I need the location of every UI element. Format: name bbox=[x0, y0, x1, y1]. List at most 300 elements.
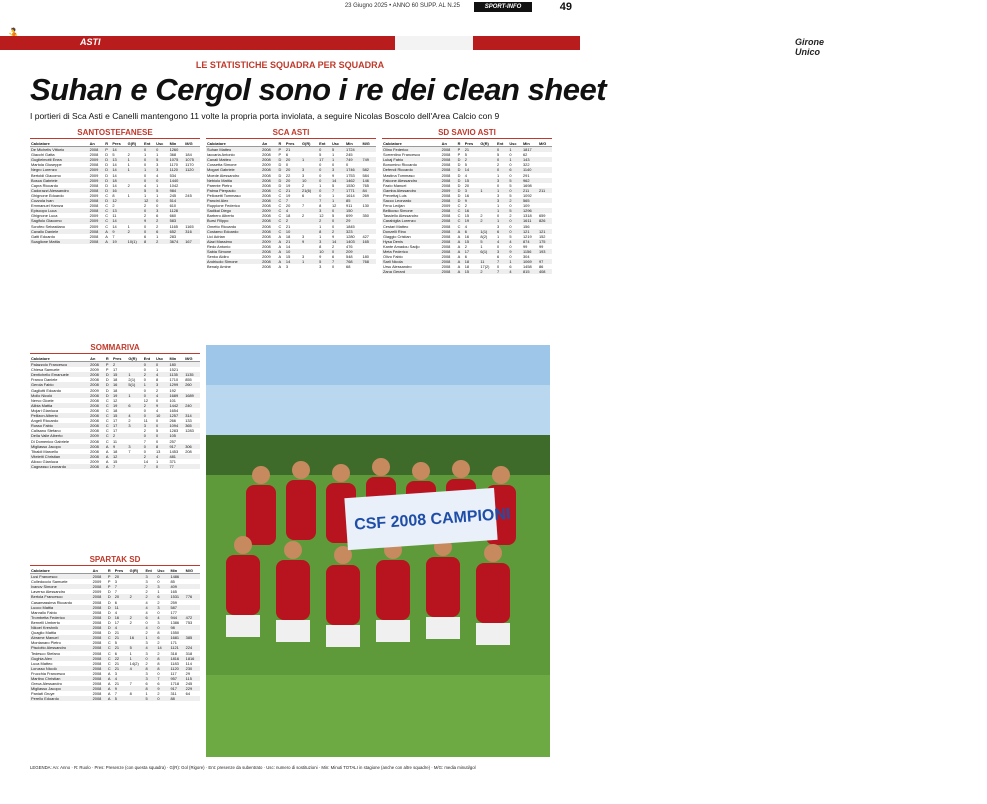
table-row bbox=[30, 645, 200, 650]
table-cell: 64 bbox=[185, 691, 190, 697]
section-label: ASTI bbox=[80, 37, 101, 47]
table-cell: 21 bbox=[285, 223, 291, 229]
table-cell: 1 bbox=[129, 656, 145, 661]
table-cell: D bbox=[105, 377, 109, 383]
table-cell: 2008 bbox=[262, 152, 271, 158]
table-cell: C bbox=[105, 407, 109, 413]
table-cell: 8 bbox=[155, 377, 159, 383]
table-cell: 0 bbox=[319, 192, 322, 198]
table-cell: 0 bbox=[143, 387, 146, 393]
table-cell: 1 bbox=[129, 650, 132, 656]
table-cell: 3 bbox=[155, 382, 168, 387]
table-cell: 514 bbox=[169, 198, 185, 203]
table-cell: 4 bbox=[156, 615, 169, 620]
table-cell: 610 bbox=[169, 203, 177, 209]
table-cell: 121 bbox=[522, 229, 538, 234]
table-cell: 245 bbox=[169, 192, 177, 198]
table-cell: 0 bbox=[156, 696, 169, 701]
table-cell: Redo Antonio bbox=[207, 243, 231, 249]
column-header: Usc bbox=[156, 568, 169, 574]
table-cell: 10 bbox=[285, 249, 301, 254]
table-cell: 2008 bbox=[441, 233, 451, 239]
table-title: SANTOSTEFANESE bbox=[30, 128, 200, 139]
table-cell: 1069 bbox=[522, 259, 538, 264]
table-cell: 1710 bbox=[169, 377, 179, 383]
table-cell: 314 bbox=[184, 413, 200, 418]
table-cell: 4 bbox=[155, 454, 168, 459]
table-cell: 8 bbox=[145, 666, 157, 671]
table-cell: 14 bbox=[111, 167, 126, 172]
table-cell: Senko Aldiro bbox=[207, 254, 229, 260]
table-cell: 152 bbox=[538, 233, 546, 239]
table-cell: 143 bbox=[522, 157, 538, 162]
table-cell: 4 bbox=[145, 609, 148, 615]
table-row bbox=[30, 178, 200, 183]
table-cell: 29 bbox=[345, 218, 361, 223]
table-cell: 2 bbox=[508, 198, 522, 203]
table-cell: Fenu Ledjan bbox=[383, 203, 405, 209]
table-row bbox=[30, 239, 200, 244]
table-cell: Pellizon Alberto bbox=[30, 413, 89, 418]
table-cell: 0 bbox=[155, 362, 168, 368]
table-cell: Nebiolo Mattia bbox=[206, 178, 261, 183]
table-cell: D bbox=[107, 609, 111, 615]
table-cell: A bbox=[107, 681, 111, 687]
table-cell: A bbox=[457, 233, 461, 239]
table-cell: 7 bbox=[114, 584, 129, 589]
table-cell: Greca Alessandro bbox=[31, 681, 62, 687]
table-cell: 0 bbox=[145, 619, 148, 625]
table-cell: 1296 bbox=[522, 208, 538, 213]
table-cell: C bbox=[457, 213, 461, 219]
table-cell: 350 bbox=[362, 213, 369, 219]
table-cell: 15 bbox=[112, 372, 127, 377]
table-cell: 21 bbox=[114, 645, 129, 650]
table-cell: 6 bbox=[145, 615, 157, 620]
table-cell: 3 bbox=[318, 208, 331, 213]
table-cell: 0 bbox=[155, 438, 159, 444]
table-cell: 1120 bbox=[169, 666, 184, 671]
table-cell: 7 bbox=[112, 464, 127, 469]
table-cell: 2009 bbox=[90, 367, 99, 373]
table-title: SCA ASTI bbox=[206, 128, 376, 139]
table-cell: 2008 bbox=[262, 264, 271, 270]
table-cell: Luca Matteo bbox=[31, 660, 53, 666]
table-cell: 385 bbox=[185, 635, 200, 640]
table-cell: 2008 bbox=[92, 630, 102, 636]
table-cell: 245 bbox=[346, 152, 353, 158]
table-cell: 2 bbox=[155, 218, 168, 223]
table-cell: 2 bbox=[157, 691, 160, 697]
table-row bbox=[30, 439, 200, 444]
table-row bbox=[30, 224, 200, 229]
table-cell: C bbox=[107, 650, 111, 656]
table-cell: 16 bbox=[114, 615, 129, 620]
table-cell: 7 bbox=[285, 198, 301, 203]
table-cell: 6 bbox=[302, 192, 305, 198]
column-header: R bbox=[104, 141, 111, 147]
table-cell: 2008 bbox=[441, 249, 457, 254]
table-row bbox=[30, 651, 200, 656]
table-cell: D bbox=[457, 162, 461, 168]
table-cell: 2009 bbox=[90, 458, 99, 464]
table-row bbox=[30, 173, 200, 178]
table-cell: 193 bbox=[538, 249, 552, 254]
table-cell: 21 bbox=[114, 630, 120, 636]
table-cell: 14(2) bbox=[129, 660, 139, 666]
table-cell: 266 bbox=[169, 418, 176, 424]
table-cell: 1 bbox=[127, 162, 130, 168]
table-cell: 16 bbox=[464, 192, 470, 198]
table-cell: Sadikai Diego bbox=[206, 208, 261, 213]
table-cell: 0 bbox=[509, 243, 512, 249]
table-cell: 14 bbox=[112, 162, 117, 168]
table-cell: Russo Fabio bbox=[30, 423, 89, 428]
table-cell: 1 bbox=[127, 372, 142, 377]
table-cell: 0 bbox=[509, 162, 512, 168]
table-cell: C bbox=[278, 192, 282, 198]
table-cell: Lucco Mattia bbox=[30, 605, 92, 610]
table-cell: 2(1) bbox=[128, 377, 136, 383]
table-cell: 15 bbox=[464, 269, 480, 274]
table-cell: A bbox=[457, 229, 464, 234]
table-cell: 2008 bbox=[441, 269, 457, 274]
table-cell: 768 bbox=[361, 259, 376, 264]
table-cell: 2008 bbox=[262, 243, 271, 249]
table-cell: 2 bbox=[145, 660, 148, 666]
column-header: An bbox=[261, 141, 277, 147]
table-cell: 0 bbox=[155, 464, 168, 469]
table-cell: Costamo Edoardo bbox=[206, 229, 261, 234]
table-cell: Gagliotti Edoardo bbox=[31, 387, 62, 393]
table-cell: 14 bbox=[112, 182, 117, 188]
table-cell: 17 bbox=[112, 423, 127, 428]
table-cell: 13 bbox=[155, 448, 161, 454]
table-cell: Benaly Amine bbox=[207, 264, 231, 270]
column-header: An bbox=[89, 356, 105, 362]
table-cell: 584 bbox=[362, 172, 369, 178]
table-cell: 371 bbox=[169, 458, 176, 464]
table-cell: D bbox=[278, 178, 285, 183]
table-cell: D bbox=[107, 630, 111, 636]
table-cell: 5 bbox=[509, 233, 512, 239]
table-cell: Cestari Matteo bbox=[383, 223, 409, 229]
table-cell: 2 bbox=[302, 213, 305, 219]
table-cell: 19 bbox=[112, 393, 127, 398]
table-cell: 749 bbox=[345, 157, 361, 162]
table-cell: P bbox=[457, 152, 461, 158]
table-cell: 257 bbox=[169, 438, 176, 444]
table-cell: 0 bbox=[155, 178, 168, 183]
table-cell: 15 bbox=[464, 178, 480, 183]
legend: LEGENDA: An: Anno · R: Ruolo · Pres: Presenze (con questa squadra) · G(R): Gol (Rigore) · Ent: presenze da subentrato · Usc: numero di sostituzioni · Min: Minuti TOTALI in stagione (anche con altre squadre) · M/G: media minuti/gol bbox=[30, 765, 476, 770]
page-number: 49 bbox=[559, 1, 572, 13]
table-row bbox=[30, 600, 200, 605]
table-cell: 3 bbox=[145, 650, 148, 656]
table-cell: 2008 bbox=[89, 203, 99, 209]
table-cell: 16 bbox=[111, 188, 126, 193]
table-cell: 1075 bbox=[169, 157, 185, 162]
table-cell bbox=[361, 264, 376, 269]
table-cell: 11 bbox=[112, 213, 117, 219]
table-cell: 4 bbox=[143, 182, 147, 188]
table-cell: Cagnasso Leonardo bbox=[30, 464, 89, 469]
table-cell: 3 bbox=[464, 188, 480, 193]
table-cell: 2008 bbox=[441, 192, 451, 198]
table-cell: A bbox=[457, 243, 461, 249]
table-cell: 6 bbox=[285, 152, 289, 158]
table-cell: 2 bbox=[145, 584, 157, 589]
table-cell: 2008 bbox=[90, 438, 99, 444]
table-cell: C bbox=[278, 229, 285, 234]
table-cell: A bbox=[107, 670, 111, 676]
table-cell: 1442 bbox=[168, 403, 184, 408]
table-cell: 3 bbox=[302, 254, 305, 260]
table-cell: 1 bbox=[319, 182, 322, 188]
table-cell: 1318 bbox=[523, 213, 532, 219]
table-cell: D bbox=[107, 625, 114, 630]
table-cell: 260 bbox=[184, 382, 200, 387]
table-cell: 0 bbox=[157, 579, 160, 585]
table-cell: 2 bbox=[496, 162, 500, 168]
table-cell: 14 bbox=[111, 218, 126, 223]
table-cell: Guglielmotti Enea bbox=[30, 157, 89, 162]
table-cell: 283 bbox=[169, 233, 177, 239]
table-cell: 84 bbox=[361, 188, 376, 193]
table-cell: 18 bbox=[112, 377, 118, 383]
table-cell: 2 bbox=[143, 372, 155, 377]
table-cell: 14 bbox=[285, 259, 301, 264]
table-cell: 7 bbox=[331, 188, 345, 193]
table-cell: 20 bbox=[285, 157, 301, 162]
column-header: Ent bbox=[145, 568, 157, 574]
table-cell: 8 bbox=[112, 192, 115, 198]
table-cell: 2008 bbox=[92, 696, 107, 701]
table-cell: 1 bbox=[155, 458, 159, 464]
table-cell: Sagifolo Giacomo bbox=[30, 218, 89, 223]
table-cell: D bbox=[107, 619, 111, 625]
table-cell: 121 bbox=[538, 229, 552, 234]
table-cell: 3 bbox=[496, 198, 508, 203]
table-cell: 21 bbox=[464, 147, 480, 153]
column-header: Pres bbox=[112, 356, 127, 362]
table-cell: 2008 bbox=[441, 229, 457, 234]
table-cell: 318 bbox=[185, 650, 193, 656]
table-cell: 0 bbox=[496, 213, 500, 219]
table-cell: Palma Pierpaolo bbox=[206, 188, 261, 193]
column-header: Min bbox=[168, 356, 184, 362]
table-cell: 0 bbox=[331, 264, 335, 270]
table-cell: 8 bbox=[156, 656, 169, 661]
table-cell: A bbox=[278, 254, 282, 260]
column-header: Min bbox=[169, 568, 184, 574]
table-cell: 1724 bbox=[345, 147, 361, 153]
table-cell: 1614 bbox=[346, 192, 355, 198]
table-cell: 2009 bbox=[89, 192, 99, 198]
table-cell: 1 bbox=[496, 208, 508, 213]
table-cell: 6 bbox=[156, 635, 169, 640]
table-cell: 3 bbox=[496, 178, 508, 183]
table-cell: 16 bbox=[464, 233, 470, 239]
table-row bbox=[30, 696, 200, 701]
table-cell: 2008 bbox=[92, 645, 107, 650]
table-cell: 2008 bbox=[441, 182, 451, 188]
table-cell: 2008 bbox=[89, 403, 105, 408]
table-cell: 1816 bbox=[185, 656, 200, 661]
table-cell: 0 bbox=[143, 413, 155, 418]
table-cell: Andriuolo Simone bbox=[206, 259, 261, 264]
table-cell: Mollo Nicolò bbox=[30, 393, 89, 398]
table-cell: 768 bbox=[345, 259, 361, 264]
table-cell: 2008 bbox=[262, 192, 271, 198]
table-cell: 97 bbox=[538, 259, 552, 264]
table-cell: 3 bbox=[331, 167, 345, 172]
table-cell: Laverso Alessandro bbox=[31, 589, 66, 595]
table-cell: A bbox=[105, 458, 109, 464]
table-cell: 0 bbox=[509, 254, 512, 260]
table-cell: 5 bbox=[508, 178, 522, 183]
table-cell: De Michelis Vittorio bbox=[30, 147, 89, 153]
table-cell: 2 bbox=[302, 182, 305, 188]
table-cell: 5 bbox=[143, 188, 155, 193]
table-cell: C bbox=[278, 223, 282, 229]
table-cell: 3 bbox=[155, 208, 168, 213]
table-cell: 0 bbox=[155, 418, 159, 424]
table-cell: 1531 bbox=[169, 594, 184, 599]
table-cell: 19 bbox=[285, 182, 291, 188]
table-cell: 2008 bbox=[92, 635, 107, 640]
table-cell: 13 bbox=[111, 157, 126, 162]
table-cell: D bbox=[105, 172, 109, 178]
table-cell: 22 bbox=[285, 172, 291, 178]
table-cell: P bbox=[278, 152, 282, 158]
table-cell: 1165 bbox=[169, 223, 178, 229]
table-cell: 0 bbox=[155, 423, 168, 428]
table-cell: 2008 bbox=[89, 208, 105, 213]
table-cell: 2 bbox=[143, 203, 147, 209]
table-cell: 2008 bbox=[261, 249, 277, 254]
table-cell: 3 bbox=[302, 172, 305, 178]
table-cell: 1 bbox=[127, 393, 142, 398]
table-cell: 1 bbox=[319, 223, 322, 229]
table-cell: 1462 bbox=[345, 178, 361, 183]
table-cell: 11 bbox=[114, 605, 129, 610]
table-cell: 8(2) bbox=[480, 233, 488, 239]
table-cell: 19 bbox=[464, 218, 480, 223]
table-cell: 2008 bbox=[89, 393, 105, 398]
table-cell: 8 bbox=[155, 444, 168, 449]
table-cell: 1681 bbox=[169, 635, 184, 640]
table-cell: 8 bbox=[156, 666, 169, 671]
table-cell: 2008 bbox=[261, 188, 277, 193]
table-cell: 911 bbox=[346, 203, 353, 209]
table-cell: 18 bbox=[112, 448, 118, 454]
table-cell: 18 bbox=[285, 213, 291, 219]
table-cell: 1299 bbox=[168, 382, 184, 387]
table-cell: 1165 bbox=[185, 223, 194, 229]
table-cell: Donzelli Rino bbox=[382, 229, 441, 234]
table-cell: 1689 bbox=[168, 393, 184, 398]
table-cell: Sarli Nicola bbox=[382, 259, 441, 264]
photo-banner-text: CSF 2008 CAMPIONI bbox=[353, 505, 511, 534]
table-cell: 21 bbox=[285, 188, 301, 193]
table-cell: Bertoldi Giacomo bbox=[31, 172, 61, 178]
table-cell: Manrallo Fabio bbox=[31, 609, 57, 615]
table-cell: 0 bbox=[143, 377, 146, 383]
table-cell: 1170 bbox=[169, 162, 178, 168]
column-header: Ent bbox=[143, 141, 155, 147]
table-cell: Gerola Fabio bbox=[30, 382, 89, 387]
column-header: Usc bbox=[155, 356, 168, 362]
table-cell: C bbox=[457, 218, 464, 223]
table-cell: 1771 bbox=[345, 188, 361, 193]
table-cell: 1718 bbox=[170, 681, 180, 687]
table-cell: C bbox=[107, 640, 111, 646]
table-cell: D bbox=[457, 167, 464, 172]
table-cell: 1183 bbox=[170, 660, 179, 666]
table-cell: D bbox=[107, 615, 114, 620]
table-cell: Cadorazzi Alessandro bbox=[30, 188, 89, 193]
table-cell: 2008 bbox=[89, 147, 105, 153]
table-title: SPARTAK SD bbox=[30, 555, 200, 566]
table-cell: 1 bbox=[143, 382, 155, 387]
table-cell: 2 bbox=[129, 615, 145, 620]
table-cell: 4 bbox=[129, 666, 145, 671]
table-cell: 0 bbox=[509, 203, 512, 209]
table-cell: 304 bbox=[523, 254, 530, 260]
table-cell: 3 bbox=[496, 223, 500, 229]
stats-table bbox=[206, 141, 376, 269]
table-cell: 12 bbox=[112, 454, 127, 459]
table-cell: 316 bbox=[184, 229, 200, 234]
table-cell: 2008 bbox=[441, 239, 457, 244]
table-cell: 1140 bbox=[522, 167, 538, 172]
table-cell: 4 bbox=[114, 676, 129, 681]
table-cell: 7 bbox=[129, 681, 132, 687]
table-cell: 7 bbox=[302, 203, 305, 209]
table-cell: 1094 bbox=[168, 423, 184, 428]
table-cell: 5 bbox=[129, 645, 145, 650]
table-cell: 77 bbox=[168, 464, 184, 469]
table-cell: 0 bbox=[509, 223, 512, 229]
publication-logo: SPORT-INFO bbox=[474, 2, 532, 12]
table-cell: 1257 bbox=[168, 413, 184, 418]
table-cell: 6 bbox=[508, 167, 522, 172]
table-cell: 1 bbox=[331, 152, 335, 158]
table-cell: 0 bbox=[509, 152, 512, 158]
table-cell: 14 bbox=[143, 458, 149, 464]
table-cell: 660 bbox=[169, 213, 177, 219]
table-title: SD SAVIO ASTI bbox=[382, 128, 552, 139]
table-cell: P bbox=[105, 362, 112, 368]
table-cell: Alibia Mattia bbox=[30, 403, 89, 408]
table-cell: 2 bbox=[155, 239, 168, 244]
table-cell: 19 bbox=[112, 403, 127, 408]
table-cell: 2008 bbox=[89, 444, 105, 449]
table-cell: Giaggio Cristian bbox=[383, 233, 411, 239]
table-cell: 0 bbox=[318, 147, 331, 153]
table-cell: D bbox=[105, 162, 109, 168]
table-cell: 0 bbox=[143, 433, 155, 438]
table-cell: Moede Alessandro bbox=[207, 172, 240, 178]
table-cell: 4 bbox=[464, 172, 467, 178]
table-cell: 2008 bbox=[441, 198, 457, 203]
table-cell: 4 bbox=[114, 609, 117, 615]
table-cell: C bbox=[105, 223, 109, 229]
table-row bbox=[206, 264, 376, 269]
table-cell: 0 bbox=[285, 162, 289, 168]
table-cell: 0 bbox=[145, 656, 157, 661]
